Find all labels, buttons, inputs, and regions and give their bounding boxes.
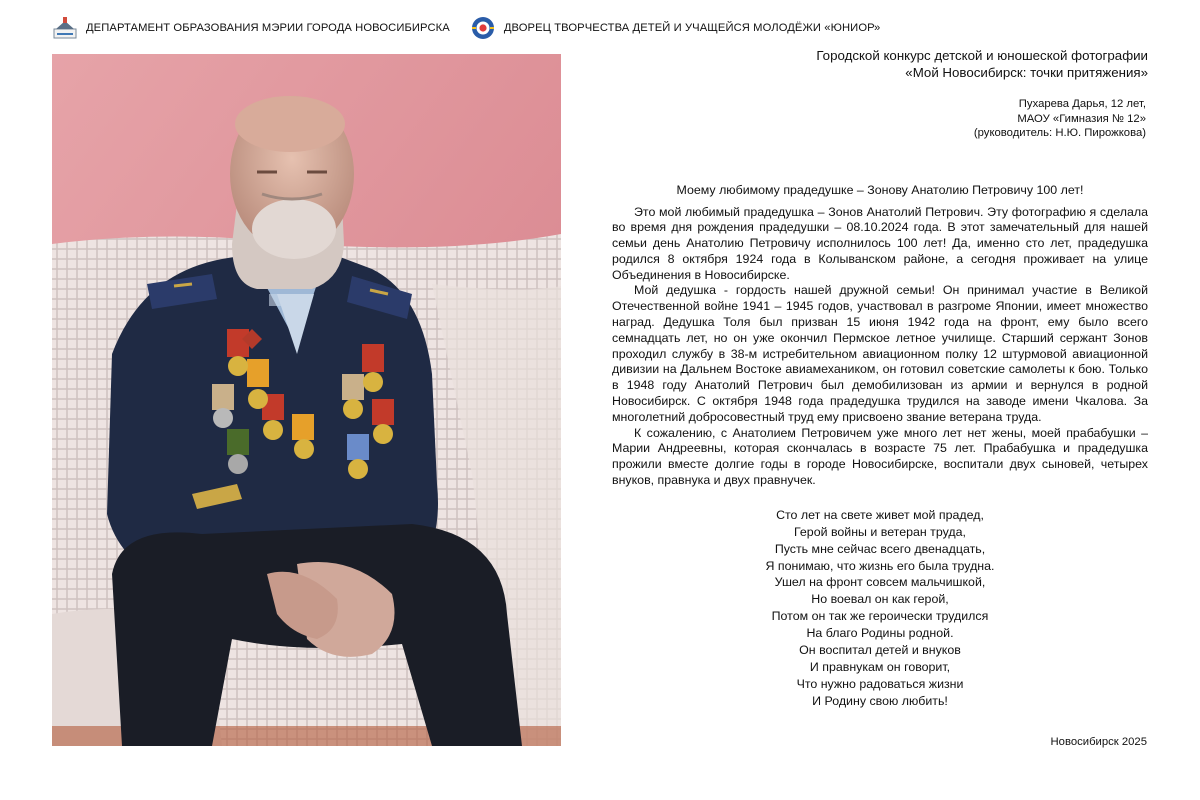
contest-title xyxy=(612,47,1148,81)
poem-line: Ушел на фронт совсем мальчишкой, xyxy=(774,575,986,590)
poem-line: Я понимаю, что жизнь его была трудна. xyxy=(765,558,995,573)
essay-paragraph: Мой дедушка - гордость нашей дружной семьи! Он принимал участие в Великой Отечественной войне 1941 – 1945 годов, участвовал в разгроме Японии, имеет множество наград. Дедушка Толя был призван 15 июня 1942 года на фронт, ему было всего семнадцать лет, но он уже окончил Пермское летное училище. Старший сержант Зонов проходил службу в 38-м истребительном авиационном полку 12 штурмовой авиационной дивизии на Дальнем Востоке авиамехаником, он готовил советские самолеты к бою. Только в 1948 году Анатолий Петрович был демобилизован из армии и вернулся в родной Новосибирск. С октября 1948 года прадедушка трудился на заводе имени Чкалова. За многолетний добросовестный труд ему присвоено звание ветерана труда. xyxy=(612,283,1148,424)
org-department xyxy=(52,15,450,41)
essay-paragraph: Это мой любимый прадедушка – Зонов Анатолий Петрович. Эту фотографию я сделала во время дня рождения прадедушки – 08.10.2024 года. В этот замечательный для нашей семьи день Анатолию Петровичу исполнилось 100 лет! Да, именно сто лет, прадедушка родился 8 октября 1924 года в Колыванском районе, а сегодня проживает на улице Объединения в Новосибирске. xyxy=(612,204,1148,282)
veteran-photo-illustration xyxy=(52,54,561,746)
essay-paragraph: К сожалению, с Анатолием Петровичем уже много лет нет жены, моей прабабушки – Марии Андреевны, которая скончалась в возрасте 75 лет. Прабабушка и прадедушка прожили вместе долгие годы в городе Новосибирске, воспитали двух сыновей, четырех внуков, правнука и двух правнучек. xyxy=(612,425,1148,488)
org-junior xyxy=(470,15,881,41)
author-supervisor: (руководитель: Н.Ю. Пирожкова) xyxy=(973,127,1146,139)
poem-line: Потом он так же героически трудился xyxy=(771,609,989,624)
poem-line: Пусть мне сейчас всего двенадцать, xyxy=(774,541,986,556)
footer-place-year: Новосибирск 2025 xyxy=(1050,736,1147,748)
poem-line: Он воспитал детей и внуков xyxy=(799,643,961,658)
department-logo-icon xyxy=(52,15,78,41)
author-name: Пухарева Дарья, 12 лет, xyxy=(1018,98,1146,110)
poem-line: Но воевал он как герой, xyxy=(811,592,949,607)
dedication-title: Моему любимому прадедушке – Зонову Анатолию Петровичу 100 лет! xyxy=(676,182,1084,197)
contest-line-1: Городской конкурс детской и юношеской фотографии xyxy=(816,48,1148,63)
author-school: МАОУ «Гимназия № 12» xyxy=(1017,112,1146,125)
veteran-photo xyxy=(52,54,561,746)
poem-line: Герой войны и ветеран труда, xyxy=(794,524,966,539)
junior-logo-icon xyxy=(470,15,496,41)
text-column xyxy=(612,44,1148,710)
poem-line: Что нужно радоваться жизни xyxy=(796,676,964,691)
header xyxy=(52,14,880,42)
department-name: ДЕПАРТАМЕНТ ОБРАЗОВАНИЯ МЭРИИ ГОРОДА НОВОСИБИРСКА xyxy=(86,22,450,34)
junior-name: ДВОРЕЦ ТВОРЧЕСТВА ДЕТЕЙ И УЧАЩЕЙСЯ МОЛОДЁЖИ «ЮНИОР» xyxy=(503,22,881,34)
poem-line: И правнукам он говорит, xyxy=(809,660,951,674)
essay-body xyxy=(612,205,1148,489)
author-block xyxy=(612,97,1148,141)
contest-line-2: «Мой Новосибирск: точки притяжения» xyxy=(905,65,1148,80)
poem-line: На благо Родины родной. xyxy=(806,626,954,641)
poem xyxy=(612,507,1148,710)
poem-line: Сто лет на свете живет мой прадед, xyxy=(776,507,984,522)
poem-line: И Родину свою любить! xyxy=(812,693,948,708)
